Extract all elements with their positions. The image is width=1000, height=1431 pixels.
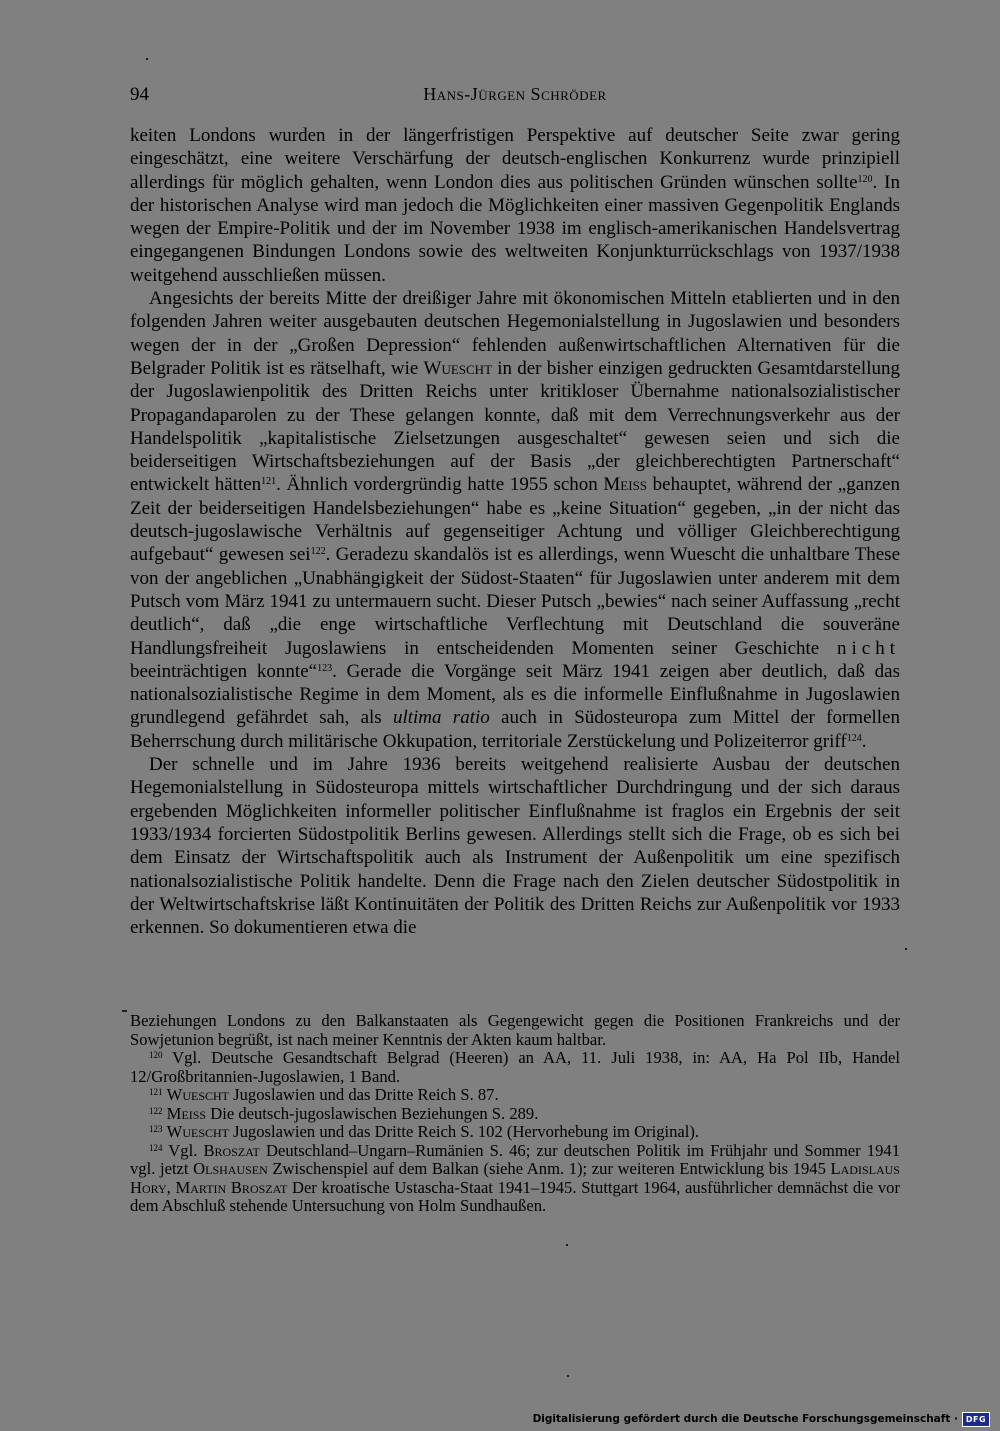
text-span: keiten Londons wurden in der längerfristigen Perspektive auf deutscher Seite zwar gering eingeschätzt, eine weitere Verschärfung der deutsch-englischen Konkurrenz wurde prinzipiell allerdings für möglich gehalten, wenn London dies aus politischen Gründen wünschen sollte (130, 125, 900, 193)
author-name: Meiss (166, 1103, 207, 1123)
footnote-text: Jugoslawien und das Dritte Reich S. 87. (229, 1085, 499, 1104)
footnote-text: Vgl. (162, 1140, 204, 1160)
footnote-text: Deutschland–Ungarn–Rumänien S. 46; zur deutschen Politik im Frühjahr und Sommer 1941 vgl. jetzt (130, 1140, 900, 1178)
footnote-text: Jugoslawien und das Dritte Reich S. 102 (Hervorhebung im Original). (229, 1122, 700, 1141)
dfg-logo[interactable]: DFG (962, 1412, 990, 1427)
author-name: Broszat (203, 1140, 260, 1160)
author-name: Wuescht (166, 1122, 229, 1141)
digitization-footer (533, 1411, 990, 1427)
scan-speck (567, 1375, 569, 1377)
footnote-number: 122 (149, 1105, 163, 1116)
footnote-number: 120 (149, 1050, 163, 1060)
scan-speck (146, 58, 148, 60)
footnote-marker (122, 1010, 127, 1012)
text-span: in der bisher einzigen gedruckten Gesamtdarstellung der Jugoslawienpolitik des Dritten Reichs unter kritikloser Übernahme nationalsozialistischer Propagandaparolen zu der These gelangen konnte, daß mit dem Verrechnungsverkehr aus der Handelspolitik „kapitalistische Zielsetzungen ausgeschaltet“ gewesen seien und sich die beiderseitigen Wirtschaftsbeziehungen auf der Basis „der gleichberechtigten Partnerschaft“ entwickelt hätten (130, 357, 900, 496)
main-text (130, 124, 900, 939)
footnote-123 (130, 1123, 900, 1142)
author-name: Ladislaus Hory, Martin Broszat (130, 1159, 900, 1197)
text-span: . Gerade die Vorgänge seit März 1941 zeigen aber deutlich, daß das nationalsozialistische Regime in dem Moment, als es die informelle Einflußnahme in Jugoslawien grundlegend gefährdet sah, als (130, 660, 900, 729)
page-header (130, 84, 900, 108)
footnote-ref-124[interactable]: 124 (846, 732, 862, 744)
footnotes (130, 1012, 900, 1216)
paragraph-3: Der schnelle und im Jahre 1936 bereits weitgehend realisierte Ausbau der deutschen Hegemonialstellung in Südosteuropa mittels wirtschaftlicher Durchdringung und der sich daraus ergebenden Möglichkeiten informeller politischer Einflußnahme ist fraglos ein Ergebnis der seit 1933/1934 forcierten Südostpolitik Berlins gewesen. Allerdings stellt sich die Frage, ob es sich bei dem Einsatz der Wirtschaftspolitik auch als Instrument der Außenpolitik um eine spezifisch nationalsozialistische Politik handelte. Denn die Frage nach den Zielen deutscher Südostpolitik in der Weltwirtschaftskrise läßt Kontinuitäten der Politik des Dritten Reichs zur Außenpolitik vor 1933 erkennen. So dokumentieren etwa die (130, 754, 900, 939)
author-name: Olshausen (193, 1159, 268, 1178)
footnote-ref-123[interactable]: 123 (317, 662, 333, 674)
page-number: 94 (130, 84, 149, 105)
scan-speck (566, 1244, 568, 1246)
footnote-number: 123 (149, 1124, 163, 1134)
text-span: beeinträchtigen konnte“ (130, 660, 318, 682)
author-name: Meiss (603, 474, 648, 496)
footnote-120 (130, 1049, 900, 1086)
footnote-ref-122[interactable]: 122 (310, 546, 326, 558)
footnote-number: 124 (149, 1142, 163, 1153)
footnote-122 (130, 1105, 900, 1124)
author-name: Wuescht (166, 1085, 229, 1104)
footnote-ref-121[interactable]: 121 (261, 476, 277, 488)
text-span: . In der historischen Analyse wird man jedoch die Möglichkeiten einer massiven Gegenpolitik Englands wegen der Empire-Politik und der im November 1938 im englisch-amerikanischen Handelsvertrag eingegangenen Bindungen Londons sowie des weltweiten Konjunkturrückschlags von 1937/1938 weitgehend ausschließen müssen. (130, 171, 901, 286)
footnote-ref-120[interactable]: 120 (857, 173, 873, 185)
footnote-text: Zwischenspiel auf dem Balkan (siehe Anm. 1); zur weiteren Entwicklung bis 1945 (267, 1159, 831, 1178)
footnote-text: Der kroatische Ustascha-Staat 1941–1945. Stuttgart 1964, ausführlicher demnächst die vor dem Abschluß stehende Untersuchung von Holm Sundhaußen. (130, 1177, 900, 1215)
footnote-124 (130, 1142, 900, 1216)
footnote-continuation: Beziehungen Londons zu den Balkanstaaten als Gegengewicht gegen die Positionen Frankreichs und der Sowjetunion begrüßt, ist nach meiner Kenntnis der Akten kaum haltbar. (130, 1011, 900, 1049)
text-span: Angesichts der bereits Mitte der dreißiger Jahre mit ökonomischen Mitteln etablierten und in den folgenden Jahren weiter ausgebauten deutschen Hegemonialstellung in Jugoslawien und besonders wegen der in der „Großen Depression“ fehlenden außenwirtschaftlichen Alternativen für die Belgrader Politik ist es rätselhaft, wie (130, 288, 900, 379)
running-head: Hans-Jürgen Schröder (423, 84, 607, 104)
text-span: behauptet, während der „ganzen Zeit der beiderseitigen Handelsbeziehungen“ habe es „keine Situation“ gegeben, „in der nicht das deutsch-jugoslawische Verhältnis auf gegenseitiger Achtung und völliger Gleichberechtigung aufgebaut“ gewesen sei (130, 474, 900, 566)
italic-phrase: ultima ratio (392, 707, 490, 729)
author-name: Wuescht (423, 357, 493, 379)
paragraph-2 (130, 287, 900, 753)
footnote-text: Die deutsch-jugoslawischen Beziehungen S. 289. (206, 1103, 539, 1123)
text-span: . (861, 730, 867, 752)
text-span: . Ähnlich vordergründig hatte 1955 schon (276, 474, 604, 496)
scan-speck (905, 948, 907, 950)
paragraph-1 (130, 124, 900, 287)
emphasis-spaced: nicht (837, 637, 900, 659)
footnote-number: 121 (149, 1087, 163, 1097)
footnote-text: Vgl. Deutsche Gesandtschaft Belgrad (Heeren) an AA, 11. Juli 1938, in: AA, Ha Pol IIb, Handel 12/Großbritannien-Jugoslawien, 1 Band. (130, 1048, 900, 1086)
footer-text: Digitalisierung gefördert durch die Deutsche Forschungsgemeinschaft · (532, 1413, 958, 1425)
footnote-121 (130, 1086, 900, 1105)
text-span: . Geradezu skandalös ist es allerdings, wenn Wuescht die unhaltbare These von der angeblichen „Unabhängigkeit der Südost-Staaten“ für Jugoslawien unter anderem mit dem Putsch vom März 1941 zu untermauern sucht. Dieser Putsch „bewies“ nach seiner Auffassung „recht deutlich“, daß „die enge wirtschaftliche Verflechtung mit Deutschland die souveräne Handlungsfreiheit Jugoslawiens in entscheidenden Momenten seiner Geschichte (130, 544, 901, 659)
text-span: auch in Südosteuropa zum Mittel der formellen Beherrschung durch militärische Okkupation, territoriale Zerstückelung und Polizeiterror griff (130, 707, 900, 752)
